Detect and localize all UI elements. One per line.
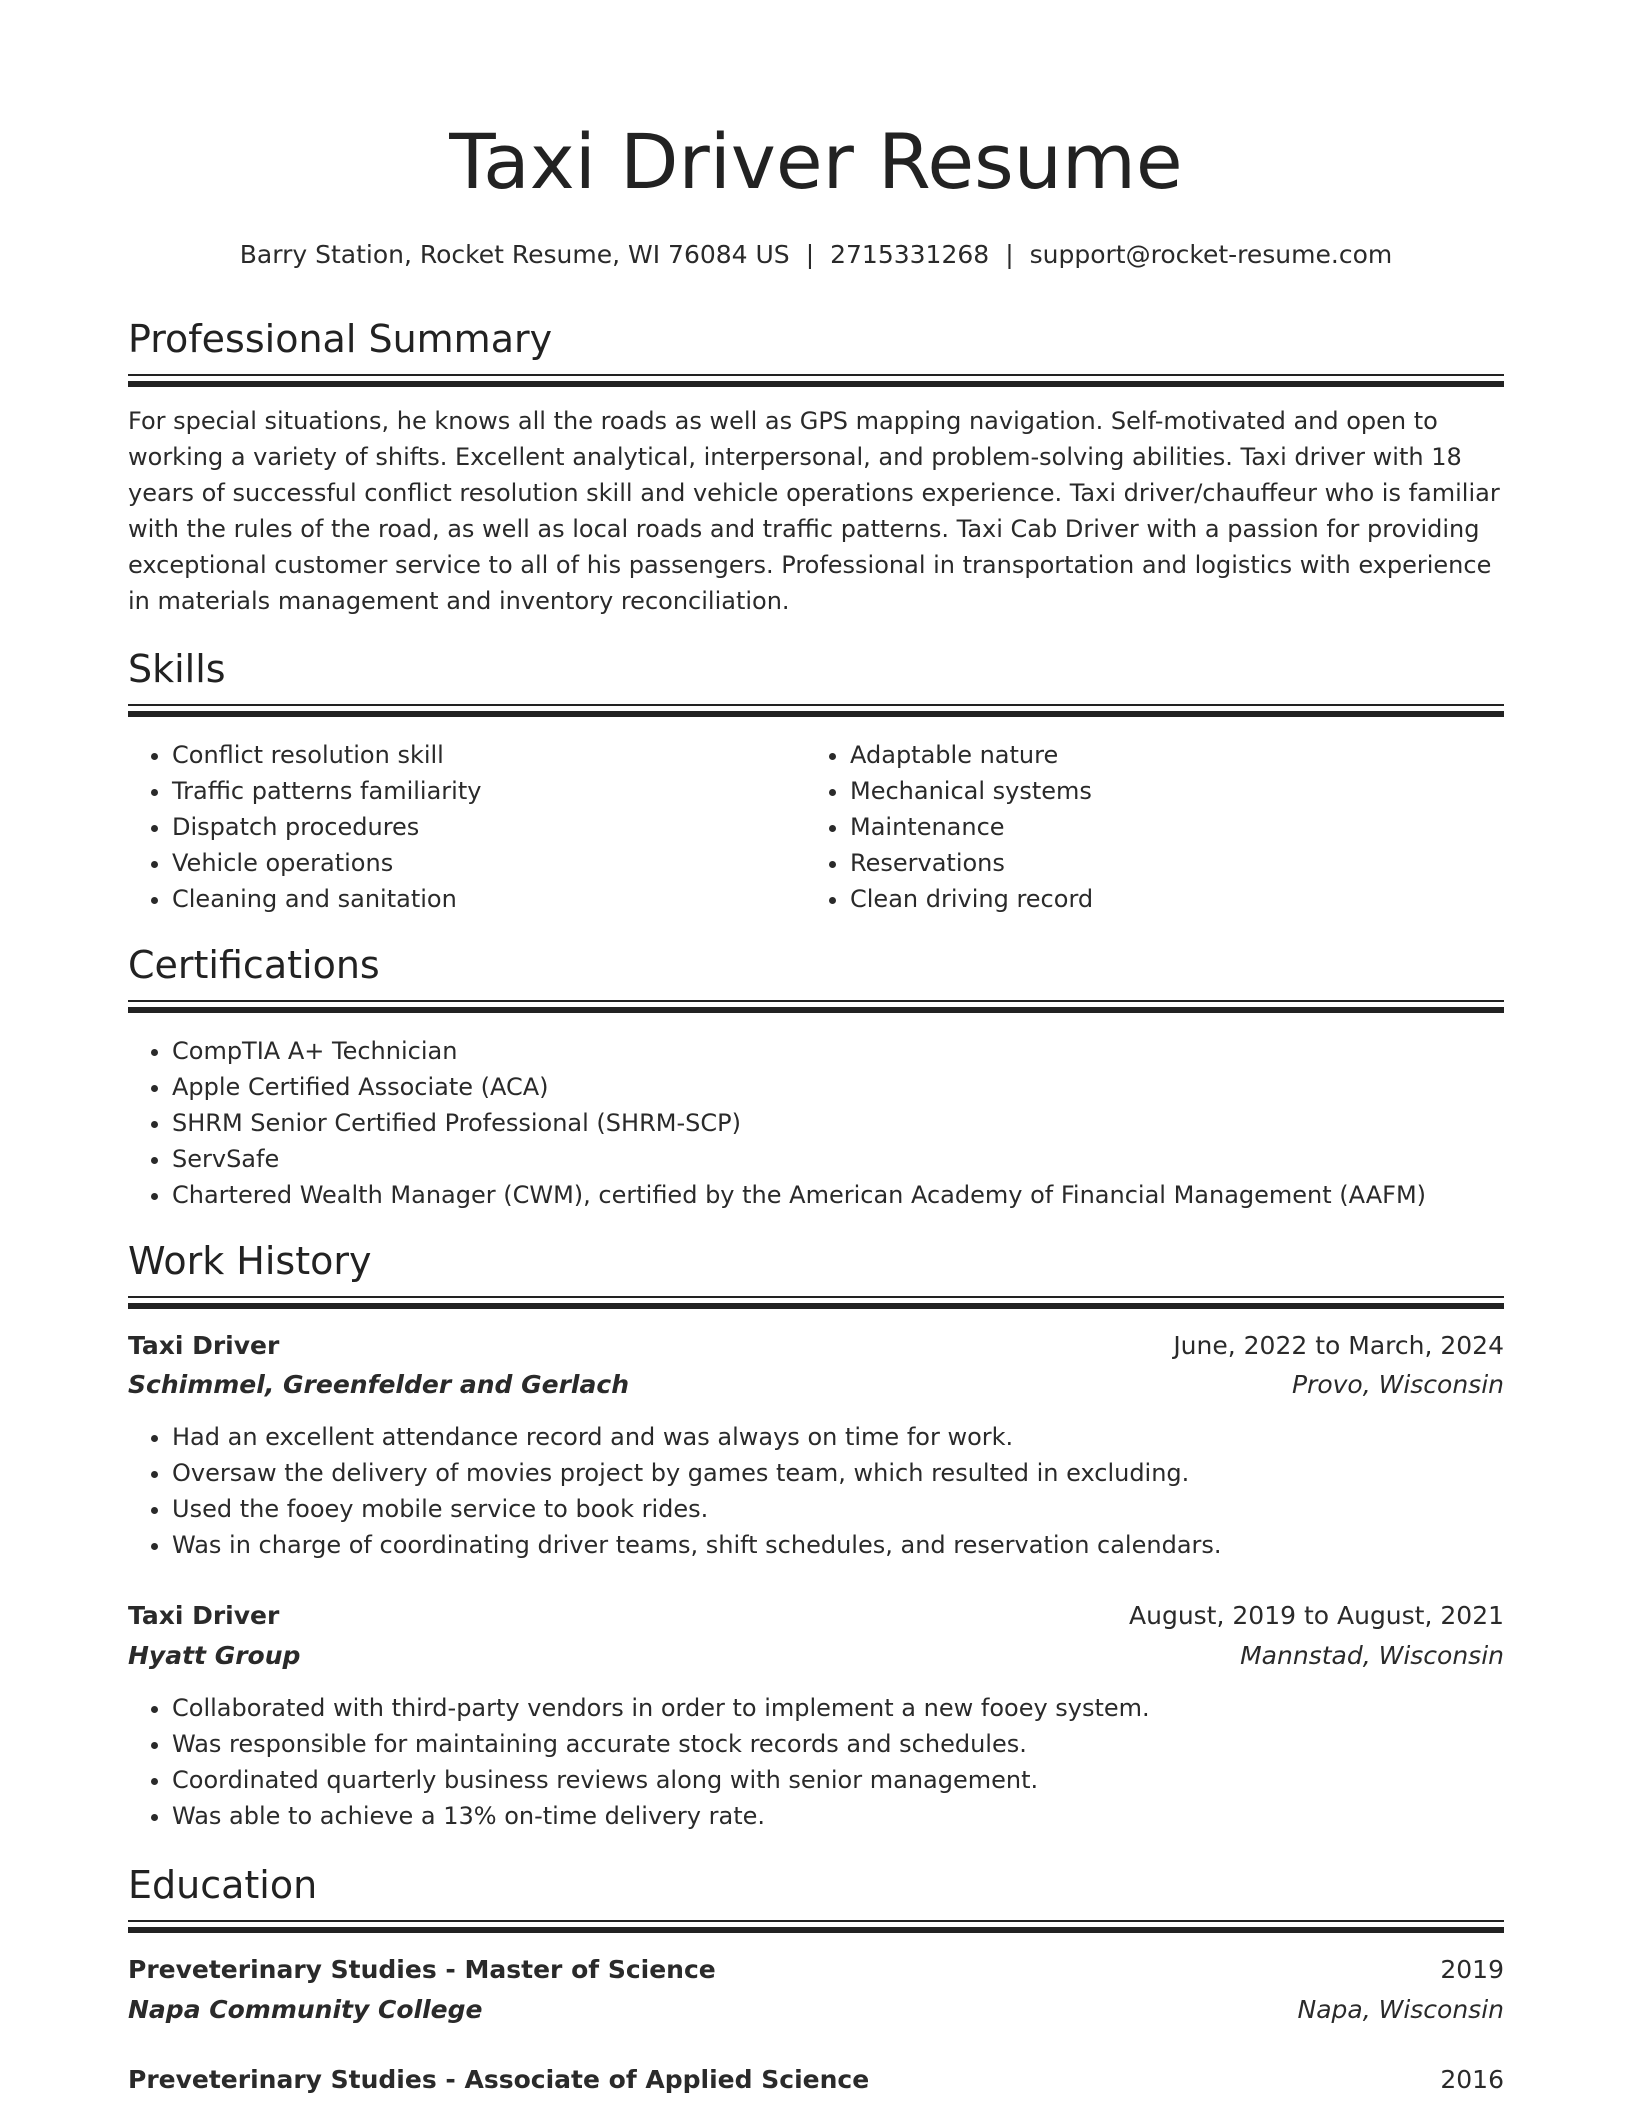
- job-subheader: [128, 1370, 1504, 1399]
- certification-item: • Chartered Wealth Manager (CWM), certified by the American Academy of Financial Management (AAFM): [172, 1177, 1504, 1213]
- job-location: Mannstad, Wisconsin: [1240, 1641, 1504, 1670]
- resume-title: Taxi Driver Resume: [449, 117, 1183, 206]
- job-bullet: • Was able to achieve a 13% on-time delivery rate.: [172, 1798, 1504, 1834]
- job-title: Taxi Driver: [128, 1331, 280, 1360]
- section-header-summary: [128, 317, 1504, 363]
- summary-text: For special situations, he knows all the roads as well as GPS mapping navigation. Self-motivated and open to working a variety of shifts. Excellent analytical, interpersonal, and problem-solving abilities. Taxi driver with 18 years of successful conflict resolution skill and vehicle operations experience. Taxi driver/chauffeur who is familiar with the rules of the road, as well as local roads and traffic patterns. Taxi Cab Driver with a passion for providing exceptional customer service to all of his passengers. Professional in transportation and logistics with experience in materials management and inventory reconciliation.: [128, 407, 1500, 615]
- section-heading: Education: [128, 1863, 318, 1907]
- education-subheader: [128, 1995, 1504, 2024]
- skill-item: • Cleaning and sanitation: [172, 881, 788, 917]
- job-dates: June, 2022 to March, 2024: [1173, 1331, 1504, 1360]
- contact-phone: 2715331268: [830, 240, 990, 269]
- job-bullet: • Was in charge of coordinating driver teams, shift schedules, and reservation calendars.: [172, 1527, 1504, 1563]
- contact-separator: |: [805, 240, 815, 269]
- education-year: 2019: [1440, 1955, 1504, 1984]
- skill-item: • Clean driving record: [850, 881, 1466, 917]
- job-bullets: [128, 1419, 1504, 1563]
- skill-item: • Maintenance: [850, 809, 1466, 845]
- section-rule: [128, 1000, 1504, 1013]
- section-heading: Work History: [128, 1239, 372, 1283]
- skill-item: • Adaptable nature: [850, 737, 1466, 773]
- education-degree: Preveterinary Studies - Associate of Applied Science: [128, 2065, 870, 2094]
- job-bullet: • Was responsible for maintaining accurate stock records and schedules.: [172, 1726, 1504, 1762]
- job-subheader: [128, 1641, 1504, 1670]
- section-heading: Professional Summary: [128, 317, 553, 361]
- certifications-list: [128, 1033, 1504, 1213]
- certification-item: • ServSafe: [172, 1141, 1504, 1177]
- section-heading: Certifications: [128, 943, 380, 987]
- skill-item: • Traffic patterns familiarity: [172, 773, 788, 809]
- job-bullet: • Collaborated with third-party vendors in order to implement a new fooey system.: [172, 1690, 1504, 1726]
- skills-right-column: [806, 737, 1466, 917]
- job-header: [128, 1331, 1504, 1360]
- education-location: Napa, Wisconsin: [1297, 1995, 1504, 2024]
- job-location: Provo, Wisconsin: [1291, 1370, 1504, 1399]
- job-title: Taxi Driver: [128, 1601, 280, 1630]
- section-header-education: [128, 1863, 1504, 1909]
- contact-line: [0, 240, 1632, 269]
- job-bullet: • Oversaw the delivery of movies project by games team, which resulted in excluding.: [172, 1455, 1504, 1491]
- certification-item: • SHRM Senior Certified Professional (SHRM-SCP): [172, 1105, 1504, 1141]
- skill-item: • Conflict resolution skill: [172, 737, 788, 773]
- section-header-skills: [128, 647, 1504, 693]
- education-year: 2016: [1440, 2065, 1504, 2094]
- job-company: Hyatt Group: [128, 1641, 301, 1670]
- education-degree: Preveterinary Studies - Master of Science: [128, 1955, 716, 1984]
- education-header: [128, 1955, 1504, 1984]
- section-heading: Skills: [128, 647, 226, 691]
- contact-email: support@rocket-resume.com: [1029, 240, 1393, 269]
- section-header-work: [128, 1239, 1504, 1285]
- contact-address: Barry Station, Rocket Resume, WI 76084 US: [239, 240, 790, 269]
- contact-separator: |: [1005, 240, 1014, 269]
- job-company: Schimmel, Greenfelder and Gerlach: [128, 1370, 629, 1399]
- section-rule: [128, 1920, 1504, 1933]
- job-dates: August, 2019 to August, 2021: [1129, 1601, 1504, 1630]
- certification-item: • Apple Certified Associate (ACA): [172, 1069, 1504, 1105]
- education-header: [128, 2065, 1504, 2094]
- education-school: Napa Community College: [128, 1995, 483, 2024]
- skills-left-column: [128, 737, 788, 917]
- skill-item: • Reservations: [850, 845, 1466, 881]
- section-header-certifications: [128, 943, 1504, 989]
- skill-item: • Vehicle operations: [172, 845, 788, 881]
- job-bullet: • Coordinated quarterly business reviews along with senior management.: [172, 1762, 1504, 1798]
- job-bullet: • Used the fooey mobile service to book rides.: [172, 1491, 1504, 1527]
- certification-item: • CompTIA A+ Technician: [172, 1033, 1504, 1069]
- skill-item: • Dispatch procedures: [172, 809, 788, 845]
- section-rule: [128, 704, 1504, 717]
- job-header: [128, 1601, 1504, 1630]
- job-bullets: [128, 1690, 1504, 1834]
- section-rule: [128, 1296, 1504, 1309]
- job-bullet: • Had an excellent attendance record and was always on time for work.: [172, 1419, 1504, 1455]
- section-rule: [128, 374, 1504, 387]
- skill-item: • Mechanical systems: [850, 773, 1466, 809]
